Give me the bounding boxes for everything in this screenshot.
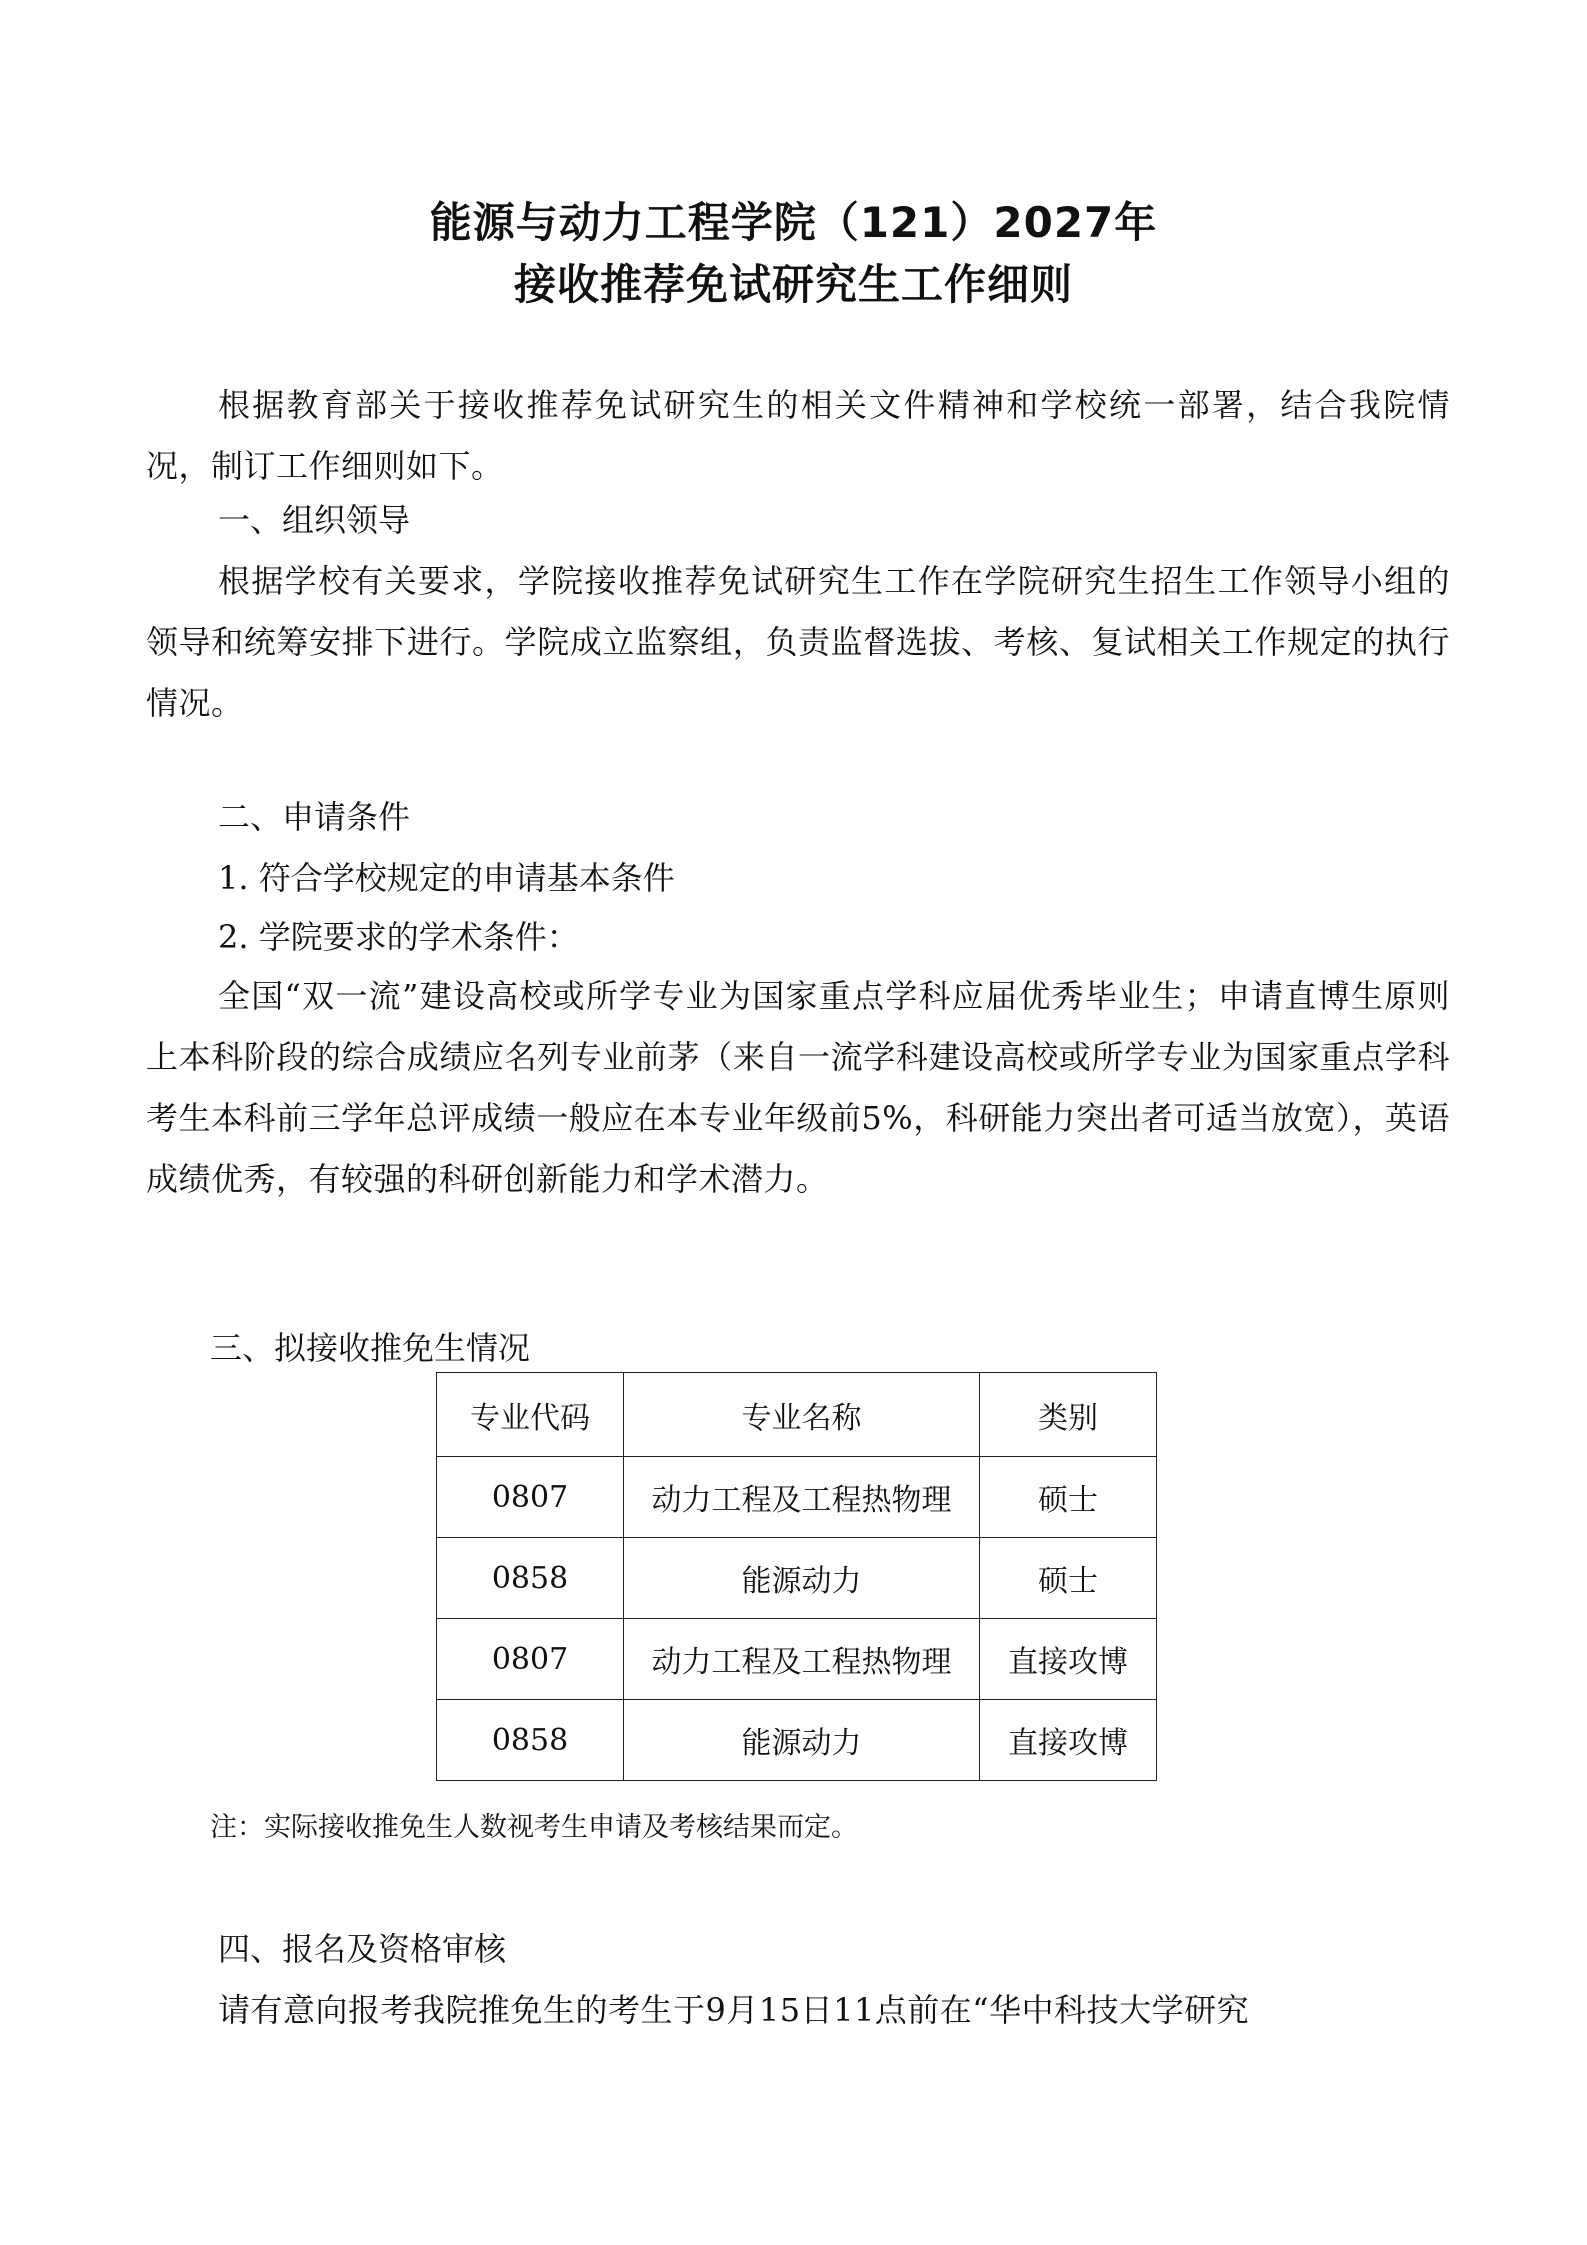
- section2-item2: 2. 学院要求的学术条件：: [218, 918, 579, 956]
- cell-category: 硕士: [980, 1457, 1157, 1538]
- section1-body: 根据学校有关要求，学院接收推荐免试研究生工作在学院研究生招生工作领导小组的领导和统筹安排下进行。学院成立监察组，负责监督选拔、考核、复试相关工作规定的执行情况。: [146, 562, 1450, 722]
- section2-body: 全国“双一流”建设高校或所学专业为国家重点学科应届优秀毕业生；申请直博生原则上本科阶段的综合成绩应名列专业前茅（来自一流学科建设高校或所学专业为国家重点学科考生本科前三学年总评成绩一般应在本专业年级前5%，科研能力突出者可适当放宽），英语成绩优秀，有较强的科研创新能力和学术潜力。: [146, 977, 1450, 1198]
- table-row: [437, 1538, 1157, 1619]
- section4-heading: 四、报名及资格审核: [218, 1930, 507, 1968]
- document-title-line2: 接收推荐免试研究生工作细则: [513, 260, 1073, 309]
- document-title-line1: 能源与动力工程学院（121）2027年: [429, 198, 1158, 247]
- table-header-row: [437, 1373, 1157, 1457]
- table-row: [437, 1700, 1157, 1781]
- cell-major-name: 能源动力: [624, 1700, 980, 1781]
- table-row: [437, 1619, 1157, 1700]
- cell-major-name: 能源动力: [624, 1538, 980, 1619]
- cell-category: 直接攻博: [980, 1700, 1157, 1781]
- section4-body: 请有意向报考我院推免生的考生于9月15日11点前在“华中科技大学研究: [218, 1991, 1250, 2029]
- section2-heading: 二、申请条件: [218, 798, 411, 836]
- cell-category: 直接攻博: [980, 1619, 1157, 1700]
- header-category: 类别: [980, 1373, 1157, 1457]
- section2-item1: 1. 符合学校规定的申请基本条件: [218, 859, 675, 897]
- cell-major-code: 0807: [437, 1457, 624, 1538]
- section1-heading: 一、组织领导: [218, 501, 411, 539]
- section3-heading: 三、拟接收推免生情况: [210, 1329, 531, 1367]
- cell-category: 硕士: [980, 1538, 1157, 1619]
- table-note: 注：实际接收推免生人数视考生申请及考核结果而定。: [210, 1812, 858, 1843]
- table-row: [437, 1457, 1157, 1538]
- cell-major-code: 0858: [437, 1538, 624, 1619]
- cell-major-name: 动力工程及工程热物理: [624, 1619, 980, 1700]
- cell-major-code: 0807: [437, 1619, 624, 1700]
- header-major-name: 专业名称: [624, 1373, 980, 1457]
- cell-major-name: 动力工程及工程热物理: [624, 1457, 980, 1538]
- header-major-code: 专业代码: [437, 1373, 624, 1457]
- admission-table: [436, 1372, 1157, 1781]
- cell-major-code: 0858: [437, 1700, 624, 1781]
- intro-paragraph: 根据教育部关于接收推荐免试研究生的相关文件精神和学校统一部署，结合我院情况，制订工作细则如下。: [146, 386, 1450, 485]
